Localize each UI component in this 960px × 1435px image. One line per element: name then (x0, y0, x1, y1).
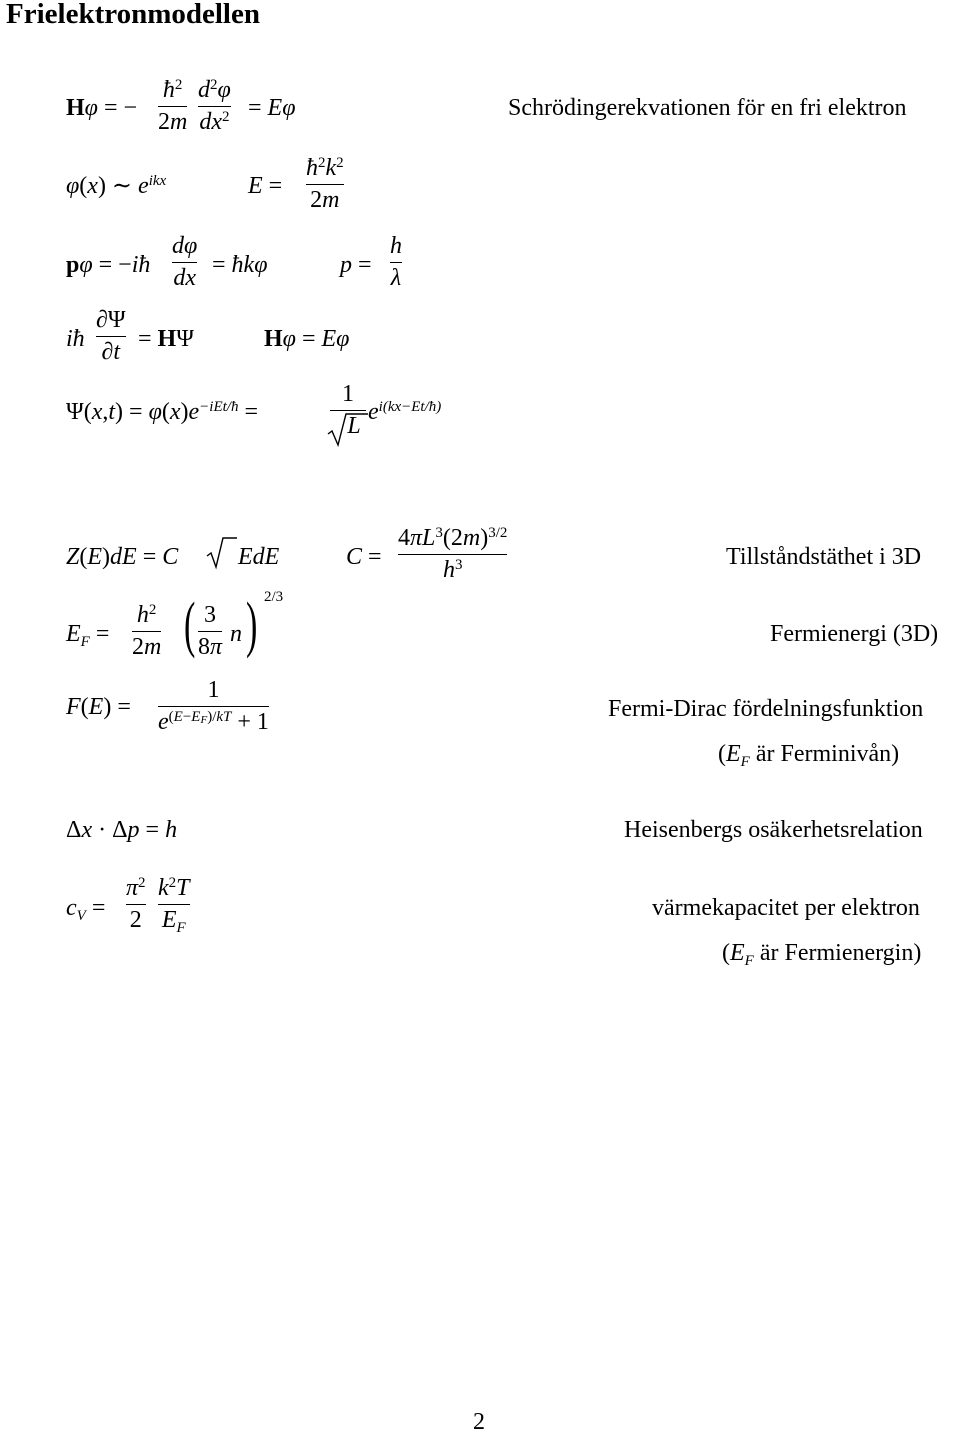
label-tillstandstathet: Tillståndstäthet i 3D (726, 544, 922, 570)
document-page: Frielektronmodellen Hφ = − $ħ^2$ 2m $d^2\varphi$ $dx^2$ = Eφ Schrödingerekvationen för en fri elektron φ(x) ∼ $e^{ikx}$ E = $ħ^2k^2$ 2m pφ = −iħ dφ dx = ħkφ p = h λ iħ ∂Ψ ∂t = HΨ Hφ = Eφ $\Psi(x,t) = \varphi(x)e^{-iEt/ħ}$ = 1 L $e^{i(kx-Et/ħ)}$ Z(E)dE = C EdE C = $4\pi L^3(2m)^{3/2}$ $h^3$ Tillståndstäthet i 3D $E_F$ = $h^2$ 2m ( 3 8π n ) 2/3 Fermienergi (3D) F(E) = 1 $e^{(E-E_F)/kT} + 1$ Fermi-Dirac fördelningsfunktion ($E_F$ är Ferminivån) Δx · Δp = h Heisenbergs osäkerhetsrelation $c_V$ = $\pi^2$ 2 $k^2T$ $E_F$ värmekapacitet per elektron ($E_F$ är Fermienergin) 2 (6, 0, 939, 1435)
label-heat-capacity: värmekapacitet per elektron (652, 895, 920, 921)
label-heisenberg: Heisenbergs osäkerhetsrelation (624, 817, 923, 843)
label-heat-capacity-note: ($E_F$ är Fermienergin) (722, 940, 922, 969)
page-title: Frielektronmodellen (6, 0, 260, 30)
label-fermi-dirac: Fermi-Dirac fördelningsfunktion (608, 696, 924, 722)
page-number: 2 (473, 1409, 485, 1435)
label-fermi-dirac-note: ($E_F$ är Ferminivån) (718, 741, 900, 770)
label-schrodinger: Schrödingerekvationen för en fri elektron (508, 95, 907, 121)
label-fermienergi: Fermienergi (3D) (770, 621, 939, 647)
